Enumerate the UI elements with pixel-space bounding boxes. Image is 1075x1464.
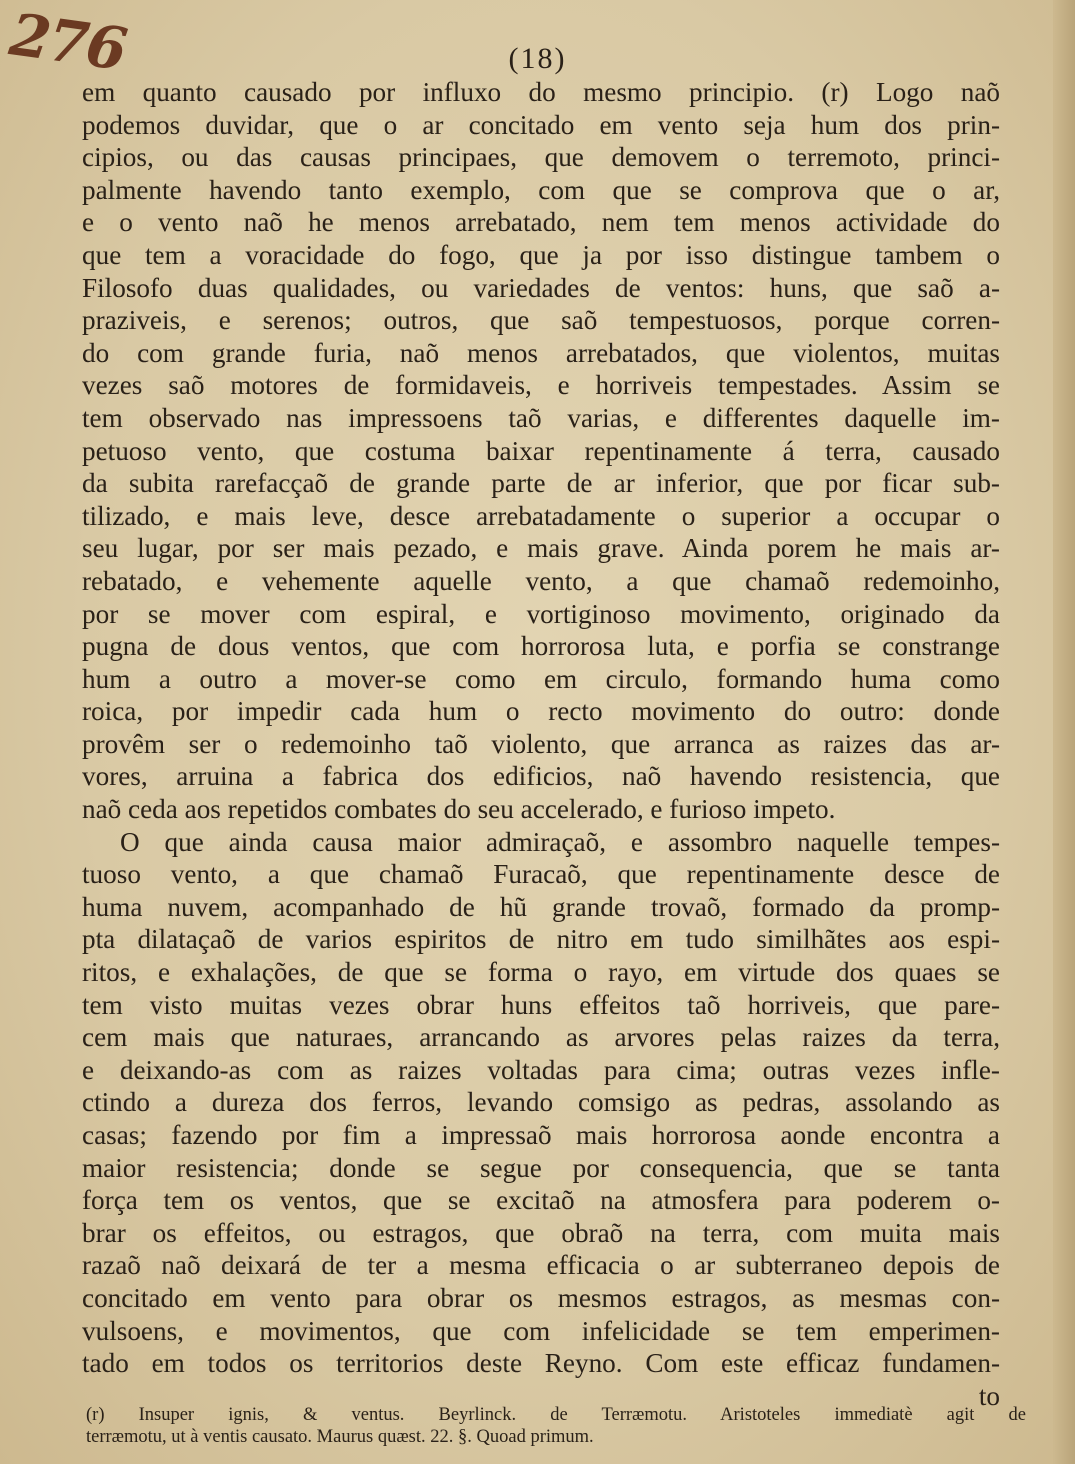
text-line: provêm ser o redemoinho taõ violento, que arranca as raizes das ar- bbox=[82, 728, 1000, 759]
body-text bbox=[82, 76, 1000, 1412]
text-line: vezes saõ motores de formidaveis, e horriveis tempestades. Assim se bbox=[82, 370, 1000, 401]
footnote-line: terræmotu, ut à ventis causato. Maurus quæst. 22. §. Quoad primum. bbox=[86, 1427, 594, 1447]
text-line: pugna de dous ventos, que com horrorosa luta, e porfia se constrange bbox=[82, 631, 1000, 662]
text-line: praziveis, e serenos; outros, que saõ tempestuosos, porque corren- bbox=[82, 305, 1000, 336]
text-line: tem observado nas impressoens taõ varias, e differentes daquelle im- bbox=[82, 402, 1000, 433]
text-line: palmente havendo tanto exemplo, com que se comprova que o ar, bbox=[82, 174, 1000, 205]
manuscript-page-number: 276 bbox=[5, 0, 130, 84]
text-line: força tem os ventos, que se excitaõ na atmosfera para poderem o- bbox=[82, 1185, 1000, 1216]
text-line: da subita rarefacçaõ de grande parte de ar inferior, que por ficar sub- bbox=[82, 468, 1000, 499]
text-line: que tem a voracidade do fogo, que ja por isso distingue tambem o bbox=[82, 239, 1000, 270]
text-line: petuoso vento, que costuma baixar repentinamente á terra, causado bbox=[82, 435, 1000, 466]
text-line: huma nuvem, acompanhado de hũ grande trovaõ, formado da promp- bbox=[82, 891, 1000, 922]
text-line: tilizado, e mais leve, desce arrebatadamente o superior a occupar o bbox=[82, 500, 1000, 531]
text-line: ctindo a dureza dos ferros, levando comsigo as pedras, assolando as bbox=[82, 1087, 1000, 1118]
text-line: tado em todos os territorios deste Reyno. Com este efficaz fundamen- bbox=[82, 1348, 1000, 1379]
text-line: vores, arruina a fabrica dos edificios, naõ havendo resistencia, que bbox=[82, 761, 1000, 792]
text-line: hum a outro a mover-se como em circulo, formando huma como bbox=[82, 663, 1000, 694]
text-line: ritos, e exhalações, de que se forma o rayo, em virtude dos quaes se bbox=[82, 957, 1000, 988]
text-line: tem visto muitas vezes obrar huns effeitos taõ horriveis, que pare- bbox=[82, 989, 1000, 1020]
text-line: concitado em vento para obrar os mesmos estragos, as mesmas con- bbox=[82, 1282, 1000, 1313]
text-line: maior resistencia; donde se segue por consequencia, que se tanta bbox=[82, 1152, 1000, 1183]
text-line: e o vento naõ he menos arrebatado, nem tem menos actividade do bbox=[82, 207, 1000, 238]
text-line: casas; fazendo por fim a impressaõ mais horrorosa aonde encontra a bbox=[82, 1120, 1000, 1150]
text-line: roica, por impedir cada hum o recto movimento do outro: donde bbox=[82, 696, 1000, 727]
text-line: naõ ceda aos repetidos combates do seu accelerado, e furioso impeto. bbox=[82, 794, 836, 825]
page-number: (18) bbox=[508, 42, 567, 75]
text-line: cem mais que naturaes, arrancando as arvores pelas raizes da terra, bbox=[82, 1022, 1000, 1053]
text-line: pta dilataçaõ de varios espiritos de nitro em tudo similhãtes aos espi- bbox=[82, 924, 1000, 955]
text-line: seu lugar, por ser mais pezado, e mais grave. Ainda porem he mais ar- bbox=[82, 533, 1000, 564]
footnote-line: (r) Insuper ignis, & ventus. Beyrlinck. de Terræmotu. Aristoteles immediatè agit de bbox=[86, 1405, 1026, 1425]
page-edge bbox=[1053, 0, 1075, 1464]
text-line: brar os effeitos, ou estragos, que obraõ na terra, com muita mais bbox=[82, 1217, 1000, 1248]
catchword: to bbox=[978, 1380, 1000, 1411]
text-line: vulsoens, e movimentos, que com infelicidade se tem emperimen- bbox=[82, 1315, 1000, 1346]
text-line: podemos duvidar, que o ar concitado em vento seja hum dos prin- bbox=[82, 109, 1000, 140]
text-line: O que ainda causa maior admiraçaõ, e assombro naquelle tempes- bbox=[120, 826, 1000, 857]
text-line: em quanto causado por influxo do mesmo principio. (r) Logo naõ bbox=[82, 77, 1000, 107]
text-line: razaõ naõ deixará de ter a mesma efficacia o ar subterraneo depois de bbox=[82, 1250, 1000, 1281]
footnotes bbox=[86, 1404, 1026, 1448]
text-line: por se mover com espiral, e vortiginoso movimento, originado da bbox=[82, 598, 1000, 629]
text-line: e deixando-as com as raizes voltadas para cima; outras vezes infle- bbox=[82, 1054, 1000, 1085]
text-line: Filosofo duas qualidades, ou variedades de ventos: huns, que saõ a- bbox=[82, 272, 1000, 303]
text-line: do com grande furia, naõ menos arrebatados, que violentos, muitas bbox=[82, 337, 1000, 368]
text-line: cipios, ou das causas principaes, que demovem o terremoto, princi- bbox=[82, 142, 1000, 173]
text-line: tuoso vento, a que chamaõ Furacaõ, que repentinamente desce de bbox=[82, 859, 1000, 890]
text-line: rebatado, e vehemente aquelle vento, a que chamaõ redemoinho, bbox=[82, 565, 1000, 596]
